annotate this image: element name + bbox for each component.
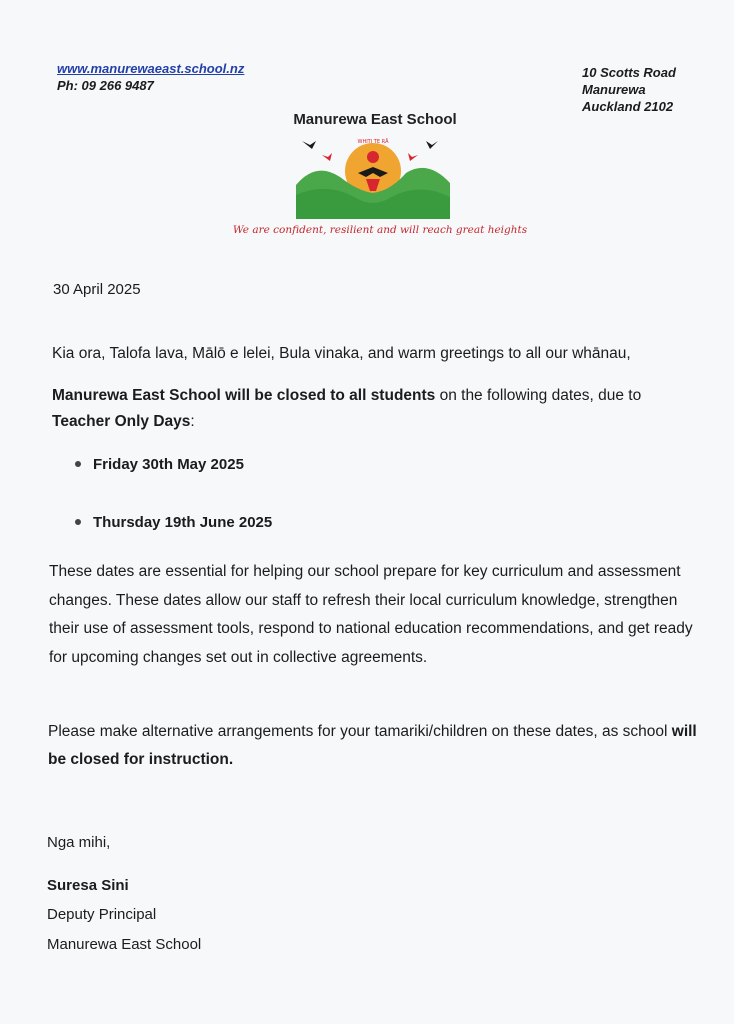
date-list-item: [75, 456, 244, 473]
explanation-paragraph: These dates are essential for helping our school prepare for key curriculum and assessment changes. These dates allow our staff to refresh their local curriculum knowledge, strengthen their use of assessment tools, respond to national education recommendations, and get ready for upcoming changes set out in collective agreements.: [49, 563, 693, 666]
school-name-heading: Manurewa East School: [293, 111, 457, 128]
closure-paragraph: [52, 383, 692, 435]
signer-title: Deputy Principal: [47, 906, 157, 923]
date-list-item: [75, 514, 272, 531]
header-contact: [57, 60, 244, 94]
arrangements-text: Please make alternative arrangements for your tamariki/children on these dates, as school: [48, 723, 672, 740]
address-line-1: 10 Scotts Road: [582, 65, 676, 80]
address-line-3: Auckland 2102: [582, 99, 674, 114]
website-link[interactable]: www.manurewaeast.school.nz: [57, 61, 245, 76]
closure-text: on the following dates, due to: [435, 387, 642, 404]
letter-date: 30 April 2025: [53, 281, 141, 298]
signer-name: Suresa Sini: [47, 877, 129, 894]
school-motto: We are confident, resilient and will reach great heights: [232, 224, 528, 236]
signer-organization: Manurewa East School: [47, 936, 202, 953]
bullet-icon: [75, 519, 81, 525]
school-address: [582, 64, 676, 115]
arrangements-paragraph: [48, 718, 708, 774]
closure-bold-text: Manurewa East School will be closed to all students: [52, 387, 436, 404]
closed-instruction-bold: will be closed for instruction.: [48, 723, 697, 768]
logo-text: WHITI TE RĀ: [357, 139, 389, 145]
school-logo-graphic: [288, 133, 458, 223]
closure-colon: :: [190, 413, 195, 430]
school-logo: [288, 133, 458, 223]
phone-number: Ph: 09 266 9487: [57, 78, 154, 93]
date-item-text: Thursday 19th June 2025: [93, 514, 273, 531]
bullet-icon: [75, 461, 81, 467]
greeting-paragraph: Kia ora, Talofa lava, Mālō e lelei, Bula vinaka, and warm greetings to all our whānau,: [52, 345, 631, 362]
date-item-text: Friday 30th May 2025: [93, 456, 244, 473]
signoff: Nga mihi,: [47, 834, 111, 851]
address-line-2: Manurewa: [582, 82, 646, 97]
teacher-only-days: Teacher Only Days: [52, 413, 191, 430]
